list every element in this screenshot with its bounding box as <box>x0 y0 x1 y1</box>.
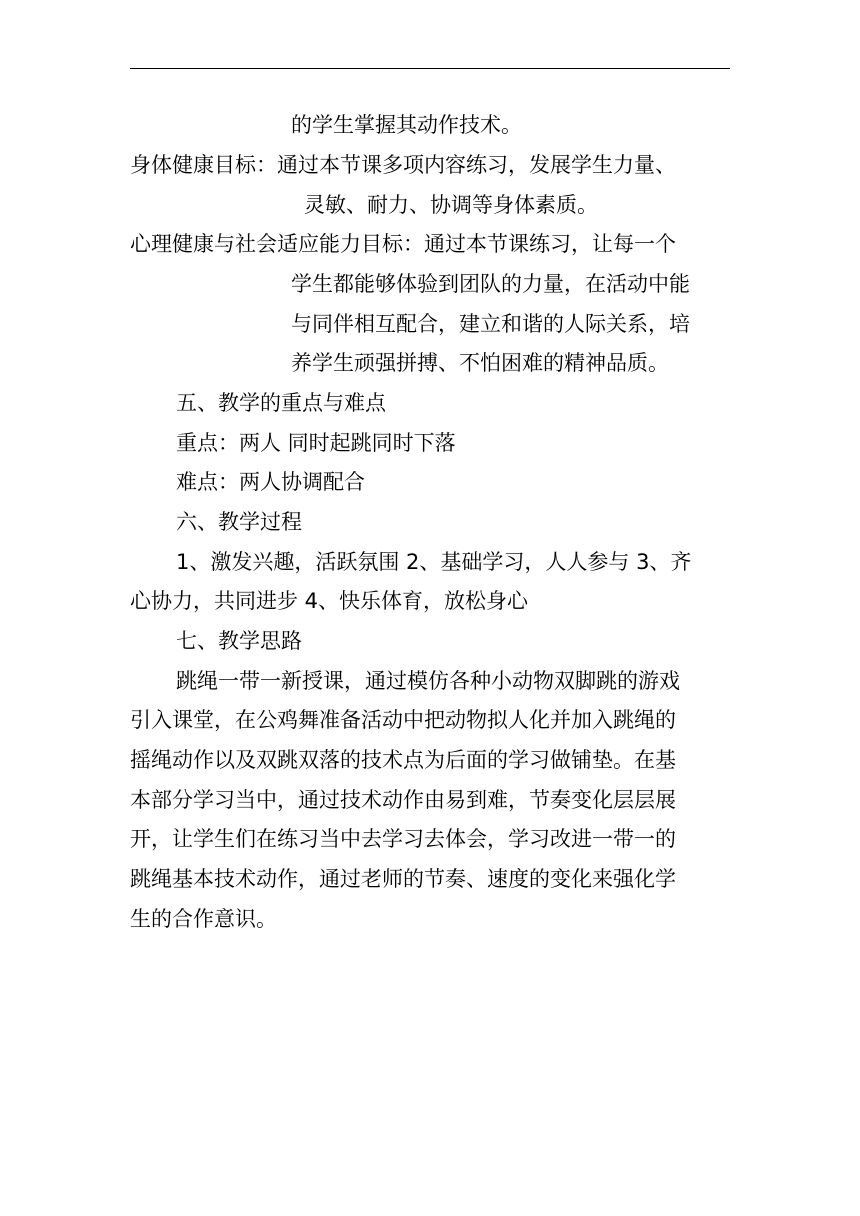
text-line-idea-5: 开，让学生们在练习当中去学习去体会，学习改进一带一的 <box>130 827 676 851</box>
text-line-5: 学生都能够体验到团队的力量，在活动中能 <box>291 272 690 296</box>
text-line-idea-1: 跳绳一带一新授课，通过模仿各种小动物双脚跳的游戏 <box>176 669 680 693</box>
text-line-1: 的学生掌握其动作技术。 <box>291 113 522 137</box>
text-line-6: 与同伴相互配合，建立和谐的人际关系，培 <box>291 312 690 336</box>
text-line-7: 养学生顽强拼搏、不怕困难的精神品质。 <box>291 351 669 375</box>
text-line-process-1: 1、激发兴趣，活跃氛围 2、基础学习，人人参与 3、齐 <box>176 550 692 574</box>
text-line-process-2: 心协力，共同进步 4、快乐体育，放松身心 <box>130 589 529 613</box>
text-line-idea-4: 本部分学习当中，通过技术动作由易到难，节奏变化层层展 <box>130 788 676 812</box>
text-line-mental-health-goal: 心理健康与社会适应能力目标：通过本节课练习，让每一个 <box>130 232 676 256</box>
header-rule <box>130 68 730 69</box>
text-line-difficulty: 难点：两人协调配合 <box>176 470 365 494</box>
text-line-idea-3: 摇绳动作以及双跳双落的技术点为后面的学习做铺垫。在基 <box>130 748 676 772</box>
text-line-key-point: 重点：两人 同时起跳同时下落 <box>176 431 456 455</box>
heading-key-points: 五、教学的重点与难点 <box>176 391 386 415</box>
text-line-physical-health-goal: 身体健康目标：通过本节课多项内容练习，发展学生力量、 <box>130 153 676 177</box>
text-line-idea-6: 跳绳基本技术动作，通过老师的节奏、速度的变化来强化学 <box>130 867 676 891</box>
text-line-3: 灵敏、耐力、协调等身体素质。 <box>304 193 598 217</box>
text-line-idea-7: 生的合作意识。 <box>130 907 277 931</box>
text-line-idea-2: 引入课堂，在公鸡舞准备活动中把动物拟人化并加入跳绳的 <box>130 708 676 732</box>
heading-teaching-idea: 七、教学思路 <box>176 629 302 653</box>
heading-teaching-process: 六、教学过程 <box>176 510 302 534</box>
